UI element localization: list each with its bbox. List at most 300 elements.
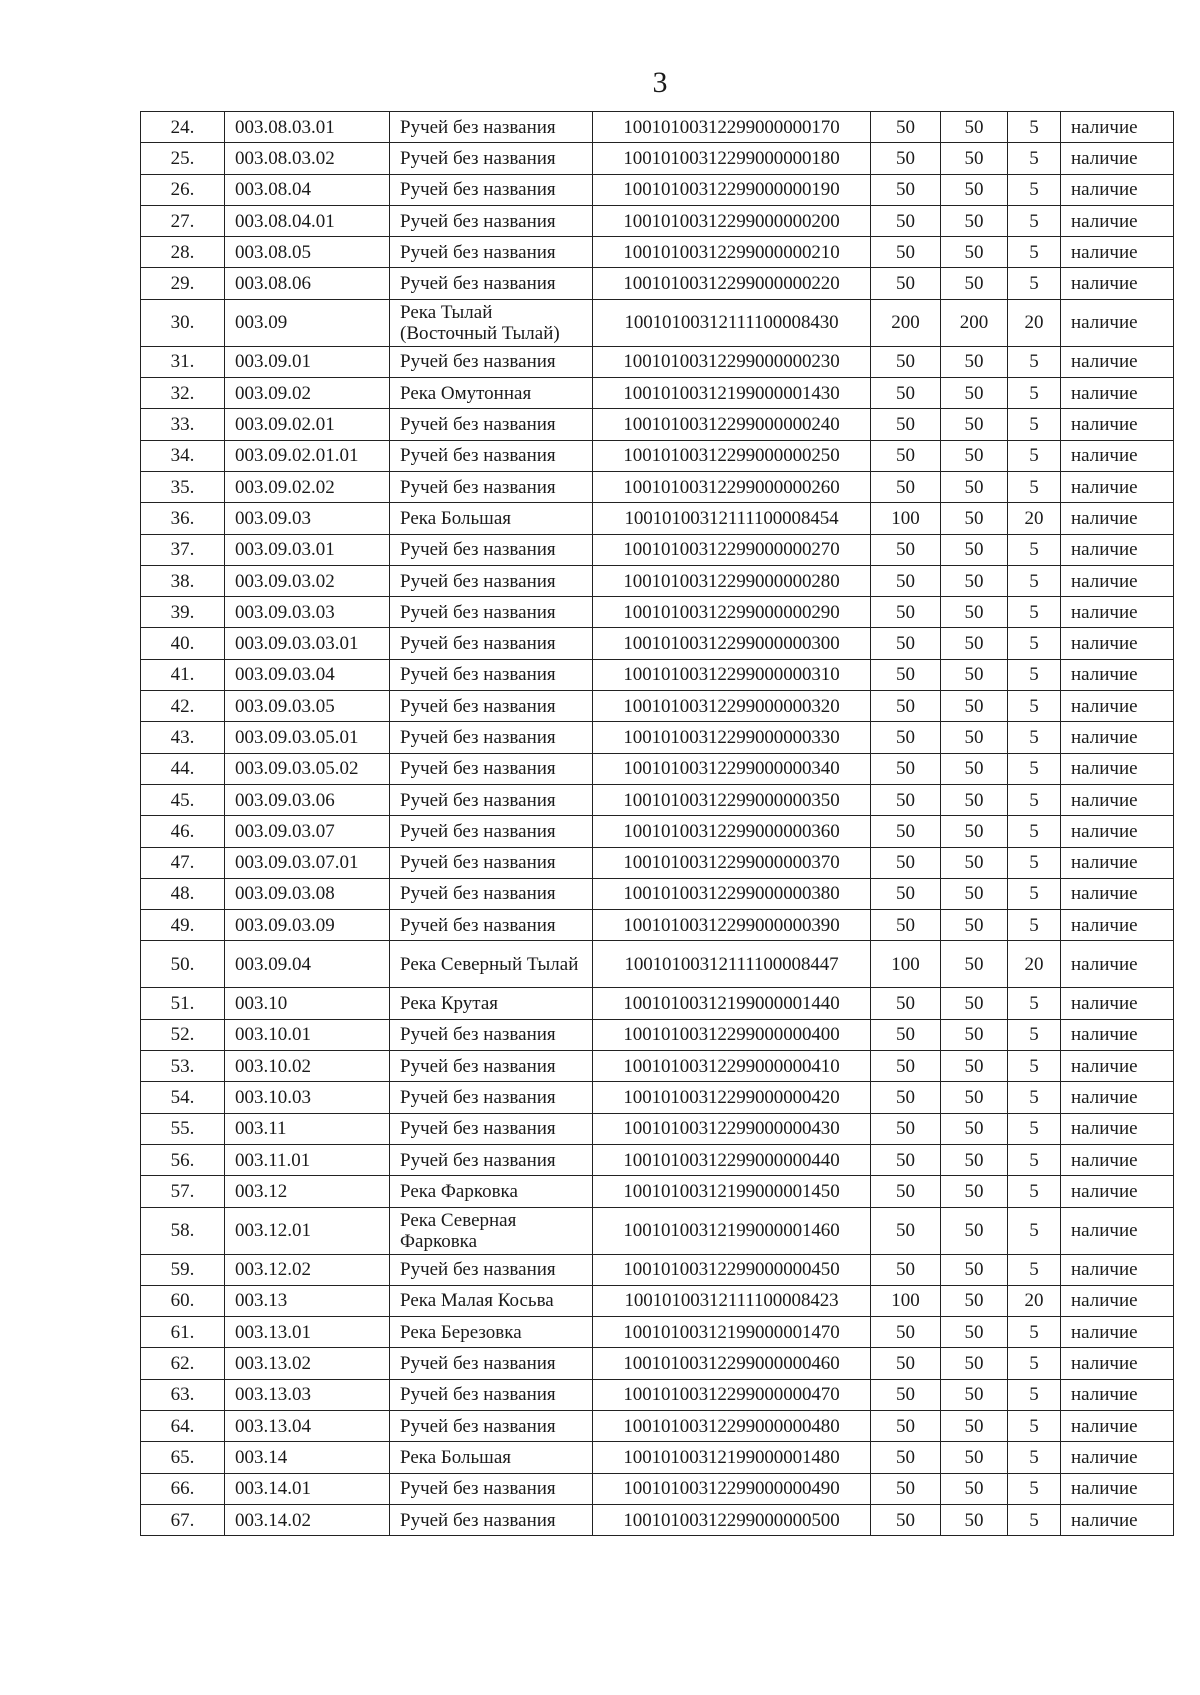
object-name-cell: Ручей без названия	[390, 816, 593, 847]
status-cell: наличие	[1061, 1504, 1174, 1535]
object-name-cell: Ручей без названия	[390, 753, 593, 784]
value-1-cell: 50	[871, 1082, 941, 1113]
registry-code-cell: 10010100312299000000430	[593, 1113, 871, 1144]
registry-code-cell: 10010100312299000000300	[593, 628, 871, 659]
registry-code-cell: 10010100312299000000480	[593, 1410, 871, 1441]
object-name-cell: Ручей без названия	[390, 1379, 593, 1410]
value-3-cell: 5	[1008, 784, 1061, 815]
object-name-cell: Ручей без названия	[390, 237, 593, 268]
value-3-cell: 5	[1008, 174, 1061, 205]
row-number-cell: 67.	[141, 1504, 225, 1535]
status-cell: наличие	[1061, 847, 1174, 878]
object-code-cell: 003.09.03.07.01	[225, 847, 390, 878]
table-row	[141, 1442, 1174, 1473]
row-number-cell: 59.	[141, 1254, 225, 1285]
object-name-cell: Ручей без названия	[390, 659, 593, 690]
status-cell: наличие	[1061, 205, 1174, 236]
registry-code-cell: 10010100312199000001440	[593, 988, 871, 1019]
value-3-cell: 5	[1008, 1317, 1061, 1348]
value-3-cell: 5	[1008, 237, 1061, 268]
status-cell: наличие	[1061, 1379, 1174, 1410]
row-number-cell: 62.	[141, 1348, 225, 1379]
table-row	[141, 534, 1174, 565]
value-3-cell: 5	[1008, 1379, 1061, 1410]
value-3-cell: 20	[1008, 503, 1061, 534]
object-code-cell: 003.09.03.06	[225, 784, 390, 815]
object-code-cell: 003.09.03.05	[225, 691, 390, 722]
value-1-cell: 50	[871, 143, 941, 174]
row-number-cell: 39.	[141, 597, 225, 628]
value-3-cell: 20	[1008, 299, 1061, 346]
status-cell: наличие	[1061, 346, 1174, 377]
value-3-cell: 5	[1008, 1410, 1061, 1441]
object-name-cell: Ручей без названия	[390, 1019, 593, 1050]
row-number-cell: 46.	[141, 816, 225, 847]
table-row	[141, 1317, 1174, 1348]
value-2-cell: 50	[941, 1317, 1008, 1348]
table-row	[141, 597, 1174, 628]
status-cell: наличие	[1061, 784, 1174, 815]
object-code-cell: 003.09.03	[225, 503, 390, 534]
object-code-cell: 003.12	[225, 1176, 390, 1207]
value-1-cell: 50	[871, 784, 941, 815]
object-code-cell: 003.14.01	[225, 1473, 390, 1504]
value-3-cell: 5	[1008, 597, 1061, 628]
value-2-cell: 50	[941, 112, 1008, 143]
value-2-cell: 50	[941, 1285, 1008, 1316]
row-number-cell: 36.	[141, 503, 225, 534]
value-2-cell: 50	[941, 409, 1008, 440]
object-code-cell: 003.14.02	[225, 1504, 390, 1535]
object-code-cell: 003.10.03	[225, 1082, 390, 1113]
value-1-cell: 50	[871, 409, 941, 440]
status-cell: наличие	[1061, 143, 1174, 174]
table-row	[141, 143, 1174, 174]
object-code-cell: 003.10	[225, 988, 390, 1019]
row-number-cell: 64.	[141, 1410, 225, 1441]
row-number-cell: 65.	[141, 1442, 225, 1473]
status-cell: наличие	[1061, 628, 1174, 659]
table-row	[141, 1254, 1174, 1285]
table-row	[141, 1348, 1174, 1379]
value-1-cell: 50	[871, 1473, 941, 1504]
value-1-cell: 50	[871, 691, 941, 722]
object-code-cell: 003.12.02	[225, 1254, 390, 1285]
object-name-cell: Ручей без названия	[390, 722, 593, 753]
value-3-cell: 5	[1008, 378, 1061, 409]
value-3-cell: 5	[1008, 659, 1061, 690]
registry-code-cell: 10010100312299000000290	[593, 597, 871, 628]
registry-code-cell: 10010100312199000001430	[593, 378, 871, 409]
status-cell: наличие	[1061, 1473, 1174, 1504]
table-row	[141, 565, 1174, 596]
row-number-cell: 41.	[141, 659, 225, 690]
value-1-cell: 50	[871, 268, 941, 299]
value-1-cell: 50	[871, 816, 941, 847]
registry-code-cell: 10010100312299000000200	[593, 205, 871, 236]
table-row	[141, 1082, 1174, 1113]
object-code-cell: 003.10.01	[225, 1019, 390, 1050]
value-3-cell: 5	[1008, 112, 1061, 143]
object-code-cell: 003.13.02	[225, 1348, 390, 1379]
row-number-cell: 48.	[141, 878, 225, 909]
value-2-cell: 50	[941, 722, 1008, 753]
registry-code-cell: 10010100312111100008454	[593, 503, 871, 534]
registry-code-cell: 10010100312299000000390	[593, 910, 871, 941]
object-name-cell: Ручей без названия	[390, 1410, 593, 1441]
object-name-cell: Река Большая	[390, 503, 593, 534]
registry-code-cell: 10010100312299000000490	[593, 1473, 871, 1504]
row-number-cell: 35.	[141, 471, 225, 502]
row-number-cell: 40.	[141, 628, 225, 659]
object-code-cell: 003.09.03.09	[225, 910, 390, 941]
row-number-cell: 44.	[141, 753, 225, 784]
value-3-cell: 5	[1008, 440, 1061, 471]
row-number-cell: 54.	[141, 1082, 225, 1113]
object-name-cell: Река Березовка	[390, 1317, 593, 1348]
table-row	[141, 112, 1174, 143]
status-cell: наличие	[1061, 1317, 1174, 1348]
status-cell: наличие	[1061, 988, 1174, 1019]
object-name-cell: Ручей без названия	[390, 346, 593, 377]
registry-code-cell: 10010100312299000000500	[593, 1504, 871, 1535]
row-number-cell: 55.	[141, 1113, 225, 1144]
value-1-cell: 50	[871, 1442, 941, 1473]
value-3-cell: 5	[1008, 816, 1061, 847]
registry-code-cell: 10010100312199000001460	[593, 1207, 871, 1254]
object-code-cell: 003.09.02.02	[225, 471, 390, 502]
registry-code-cell: 10010100312299000000460	[593, 1348, 871, 1379]
object-code-cell: 003.09.03.08	[225, 878, 390, 909]
table-row	[141, 722, 1174, 753]
table-row	[141, 691, 1174, 722]
value-2-cell: 50	[941, 1207, 1008, 1254]
value-1-cell: 50	[871, 1207, 941, 1254]
value-2-cell: 50	[941, 1082, 1008, 1113]
value-2-cell: 50	[941, 941, 1008, 988]
object-name-cell: Ручей без названия	[390, 910, 593, 941]
registry-code-cell: 10010100312299000000400	[593, 1019, 871, 1050]
value-2-cell: 50	[941, 1348, 1008, 1379]
object-code-cell: 003.08.04.01	[225, 205, 390, 236]
value-3-cell: 5	[1008, 143, 1061, 174]
value-1-cell: 50	[871, 174, 941, 205]
value-1-cell: 50	[871, 1176, 941, 1207]
value-3-cell: 5	[1008, 988, 1061, 1019]
table-row	[141, 346, 1174, 377]
value-2-cell: 50	[941, 237, 1008, 268]
registry-code-cell: 10010100312299000000370	[593, 847, 871, 878]
status-cell: наличие	[1061, 299, 1174, 346]
table-row	[141, 784, 1174, 815]
status-cell: наличие	[1061, 503, 1174, 534]
object-name-cell: Ручей без названия	[390, 534, 593, 565]
value-1-cell: 50	[871, 722, 941, 753]
row-number-cell: 43.	[141, 722, 225, 753]
object-code-cell: 003.10.02	[225, 1051, 390, 1082]
object-name-cell: Ручей без названия	[390, 691, 593, 722]
status-cell: наличие	[1061, 268, 1174, 299]
value-2-cell: 50	[941, 440, 1008, 471]
value-2-cell: 50	[941, 691, 1008, 722]
value-3-cell: 20	[1008, 1285, 1061, 1316]
table-row	[141, 1176, 1174, 1207]
object-name-cell: Ручей без названия	[390, 1348, 593, 1379]
status-cell: наличие	[1061, 1348, 1174, 1379]
object-code-cell: 003.11	[225, 1113, 390, 1144]
value-3-cell: 5	[1008, 753, 1061, 784]
value-2-cell: 50	[941, 628, 1008, 659]
status-cell: наличие	[1061, 237, 1174, 268]
registry-code-cell: 10010100312299000000230	[593, 346, 871, 377]
value-3-cell: 5	[1008, 1348, 1061, 1379]
value-2-cell: 50	[941, 565, 1008, 596]
value-1-cell: 50	[871, 1348, 941, 1379]
value-2-cell: 50	[941, 471, 1008, 502]
table-row	[141, 847, 1174, 878]
row-number-cell: 31.	[141, 346, 225, 377]
value-3-cell: 5	[1008, 628, 1061, 659]
value-1-cell: 50	[871, 1410, 941, 1441]
row-number-cell: 66.	[141, 1473, 225, 1504]
value-1-cell: 50	[871, 378, 941, 409]
value-2-cell: 50	[941, 847, 1008, 878]
object-name-cell: Река Северная Фарковка	[390, 1207, 593, 1254]
object-name-cell: Ручей без названия	[390, 205, 593, 236]
row-number-cell: 49.	[141, 910, 225, 941]
object-code-cell: 003.09.02.01	[225, 409, 390, 440]
row-number-cell: 56.	[141, 1144, 225, 1175]
row-number-cell: 27.	[141, 205, 225, 236]
value-3-cell: 5	[1008, 1254, 1061, 1285]
object-name-cell: Ручей без названия	[390, 1473, 593, 1504]
object-code-cell: 003.09.03.05.02	[225, 753, 390, 784]
registry-code-cell: 10010100312111100008430	[593, 299, 871, 346]
value-3-cell: 5	[1008, 1051, 1061, 1082]
value-2-cell: 50	[941, 1019, 1008, 1050]
table-row	[141, 268, 1174, 299]
value-3-cell: 5	[1008, 409, 1061, 440]
object-name-cell: Река Омутонная	[390, 378, 593, 409]
value-3-cell: 5	[1008, 878, 1061, 909]
table-row	[141, 1473, 1174, 1504]
table-row	[141, 878, 1174, 909]
object-code-cell: 003.09.02.01.01	[225, 440, 390, 471]
registry-code-cell: 10010100312299000000180	[593, 143, 871, 174]
table-body	[141, 112, 1174, 1536]
value-3-cell: 5	[1008, 1442, 1061, 1473]
registry-code-cell: 10010100312199000001470	[593, 1317, 871, 1348]
object-name-cell: Река Тылай (Восточный Тылай)	[390, 299, 593, 346]
value-2-cell: 50	[941, 143, 1008, 174]
row-number-cell: 53.	[141, 1051, 225, 1082]
registry-code-cell: 10010100312299000000210	[593, 237, 871, 268]
registry-code-cell: 10010100312299000000450	[593, 1254, 871, 1285]
object-code-cell: 003.11.01	[225, 1144, 390, 1175]
table-row	[141, 503, 1174, 534]
value-2-cell: 50	[941, 784, 1008, 815]
value-2-cell: 50	[941, 378, 1008, 409]
value-3-cell: 5	[1008, 268, 1061, 299]
status-cell: наличие	[1061, 1285, 1174, 1316]
object-code-cell: 003.14	[225, 1442, 390, 1473]
table-row	[141, 659, 1174, 690]
row-number-cell: 61.	[141, 1317, 225, 1348]
value-2-cell: 50	[941, 1379, 1008, 1410]
object-code-cell: 003.08.06	[225, 268, 390, 299]
status-cell: наличие	[1061, 565, 1174, 596]
status-cell: наличие	[1061, 597, 1174, 628]
value-2-cell: 50	[941, 503, 1008, 534]
value-1-cell: 50	[871, 440, 941, 471]
row-number-cell: 57.	[141, 1176, 225, 1207]
registry-code-cell: 10010100312199000001480	[593, 1442, 871, 1473]
value-1-cell: 50	[871, 628, 941, 659]
value-1-cell: 50	[871, 1019, 941, 1050]
status-cell: наличие	[1061, 816, 1174, 847]
registry-code-cell: 10010100312299000000220	[593, 268, 871, 299]
value-2-cell: 50	[941, 205, 1008, 236]
object-name-cell: Ручей без названия	[390, 112, 593, 143]
object-code-cell: 003.09.03.07	[225, 816, 390, 847]
value-1-cell: 50	[871, 565, 941, 596]
registry-code-cell: 10010100312299000000350	[593, 784, 871, 815]
registry-code-cell: 10010100312299000000190	[593, 174, 871, 205]
status-cell: наличие	[1061, 910, 1174, 941]
value-1-cell: 50	[871, 910, 941, 941]
object-name-cell: Река Фарковка	[390, 1176, 593, 1207]
value-2-cell: 50	[941, 597, 1008, 628]
row-number-cell: 42.	[141, 691, 225, 722]
object-name-cell: Ручей без названия	[390, 409, 593, 440]
value-3-cell: 5	[1008, 534, 1061, 565]
status-cell: наличие	[1061, 659, 1174, 690]
row-number-cell: 25.	[141, 143, 225, 174]
object-name-cell: Ручей без названия	[390, 1051, 593, 1082]
value-3-cell: 20	[1008, 941, 1061, 988]
row-number-cell: 26.	[141, 174, 225, 205]
object-name-cell: Ручей без названия	[390, 143, 593, 174]
value-3-cell: 5	[1008, 1176, 1061, 1207]
table-row	[141, 1379, 1174, 1410]
registry-code-cell: 10010100312299000000310	[593, 659, 871, 690]
table-row	[141, 910, 1174, 941]
value-3-cell: 5	[1008, 1144, 1061, 1175]
value-1-cell: 50	[871, 1379, 941, 1410]
value-1-cell: 200	[871, 299, 941, 346]
status-cell: наличие	[1061, 1144, 1174, 1175]
value-3-cell: 5	[1008, 1082, 1061, 1113]
value-1-cell: 50	[871, 1504, 941, 1535]
object-name-cell: Река Северный Тылай	[390, 941, 593, 988]
registry-code-cell: 10010100312299000000340	[593, 753, 871, 784]
object-name-cell: Река Большая	[390, 1442, 593, 1473]
value-3-cell: 5	[1008, 1473, 1061, 1504]
value-1-cell: 100	[871, 941, 941, 988]
value-1-cell: 100	[871, 1285, 941, 1316]
row-number-cell: 29.	[141, 268, 225, 299]
status-cell: наличие	[1061, 471, 1174, 502]
object-code-cell: 003.13.01	[225, 1317, 390, 1348]
table-row	[141, 628, 1174, 659]
status-cell: наличие	[1061, 878, 1174, 909]
value-1-cell: 50	[871, 659, 941, 690]
table-row	[141, 1113, 1174, 1144]
value-2-cell: 50	[941, 1144, 1008, 1175]
registry-code-cell: 10010100312199000001450	[593, 1176, 871, 1207]
value-1-cell: 50	[871, 878, 941, 909]
water-bodies-table	[140, 111, 1174, 1536]
object-name-cell: Река Малая Косьва	[390, 1285, 593, 1316]
status-cell: наличие	[1061, 1410, 1174, 1441]
object-name-cell: Ручей без названия	[390, 1113, 593, 1144]
row-number-cell: 52.	[141, 1019, 225, 1050]
object-code-cell: 003.13.03	[225, 1379, 390, 1410]
row-number-cell: 50.	[141, 941, 225, 988]
table-row	[141, 1285, 1174, 1316]
registry-code-cell: 10010100312299000000470	[593, 1379, 871, 1410]
table-row	[141, 1504, 1174, 1535]
status-cell: наличие	[1061, 409, 1174, 440]
registry-code-cell: 10010100312299000000240	[593, 409, 871, 440]
registry-code-cell: 10010100312299000000360	[593, 816, 871, 847]
object-code-cell: 003.12.01	[225, 1207, 390, 1254]
object-code-cell: 003.09.03.04	[225, 659, 390, 690]
row-number-cell: 28.	[141, 237, 225, 268]
status-cell: наличие	[1061, 112, 1174, 143]
object-code-cell: 003.09.03.01	[225, 534, 390, 565]
value-2-cell: 50	[941, 1051, 1008, 1082]
object-code-cell: 003.09	[225, 299, 390, 346]
value-2-cell: 50	[941, 910, 1008, 941]
object-code-cell: 003.08.03.01	[225, 112, 390, 143]
object-code-cell: 003.13	[225, 1285, 390, 1316]
status-cell: наличие	[1061, 753, 1174, 784]
value-1-cell: 50	[871, 237, 941, 268]
row-number-cell: 51.	[141, 988, 225, 1019]
value-3-cell: 5	[1008, 910, 1061, 941]
value-1-cell: 50	[871, 471, 941, 502]
object-code-cell: 003.09.01	[225, 346, 390, 377]
value-1-cell: 50	[871, 112, 941, 143]
value-2-cell: 50	[941, 753, 1008, 784]
status-cell: наличие	[1061, 174, 1174, 205]
object-name-cell: Ручей без названия	[390, 1504, 593, 1535]
status-cell: наличие	[1061, 941, 1174, 988]
table-row	[141, 237, 1174, 268]
status-cell: наличие	[1061, 722, 1174, 753]
value-1-cell: 50	[871, 205, 941, 236]
object-name-cell: Ручей без названия	[390, 628, 593, 659]
object-name-cell: Ручей без названия	[390, 597, 593, 628]
registry-code-cell: 10010100312299000000440	[593, 1144, 871, 1175]
value-3-cell: 5	[1008, 565, 1061, 596]
row-number-cell: 60.	[141, 1285, 225, 1316]
row-number-cell: 34.	[141, 440, 225, 471]
object-name-cell: Ручей без названия	[390, 784, 593, 815]
value-1-cell: 50	[871, 753, 941, 784]
value-2-cell: 50	[941, 534, 1008, 565]
object-name-cell: Ручей без названия	[390, 1254, 593, 1285]
value-2-cell: 50	[941, 1442, 1008, 1473]
object-code-cell: 003.08.05	[225, 237, 390, 268]
row-number-cell: 38.	[141, 565, 225, 596]
value-3-cell: 5	[1008, 691, 1061, 722]
status-cell: наличие	[1061, 1113, 1174, 1144]
object-name-cell: Ручей без названия	[390, 440, 593, 471]
value-1-cell: 50	[871, 1051, 941, 1082]
object-name-cell: Ручей без названия	[390, 1082, 593, 1113]
